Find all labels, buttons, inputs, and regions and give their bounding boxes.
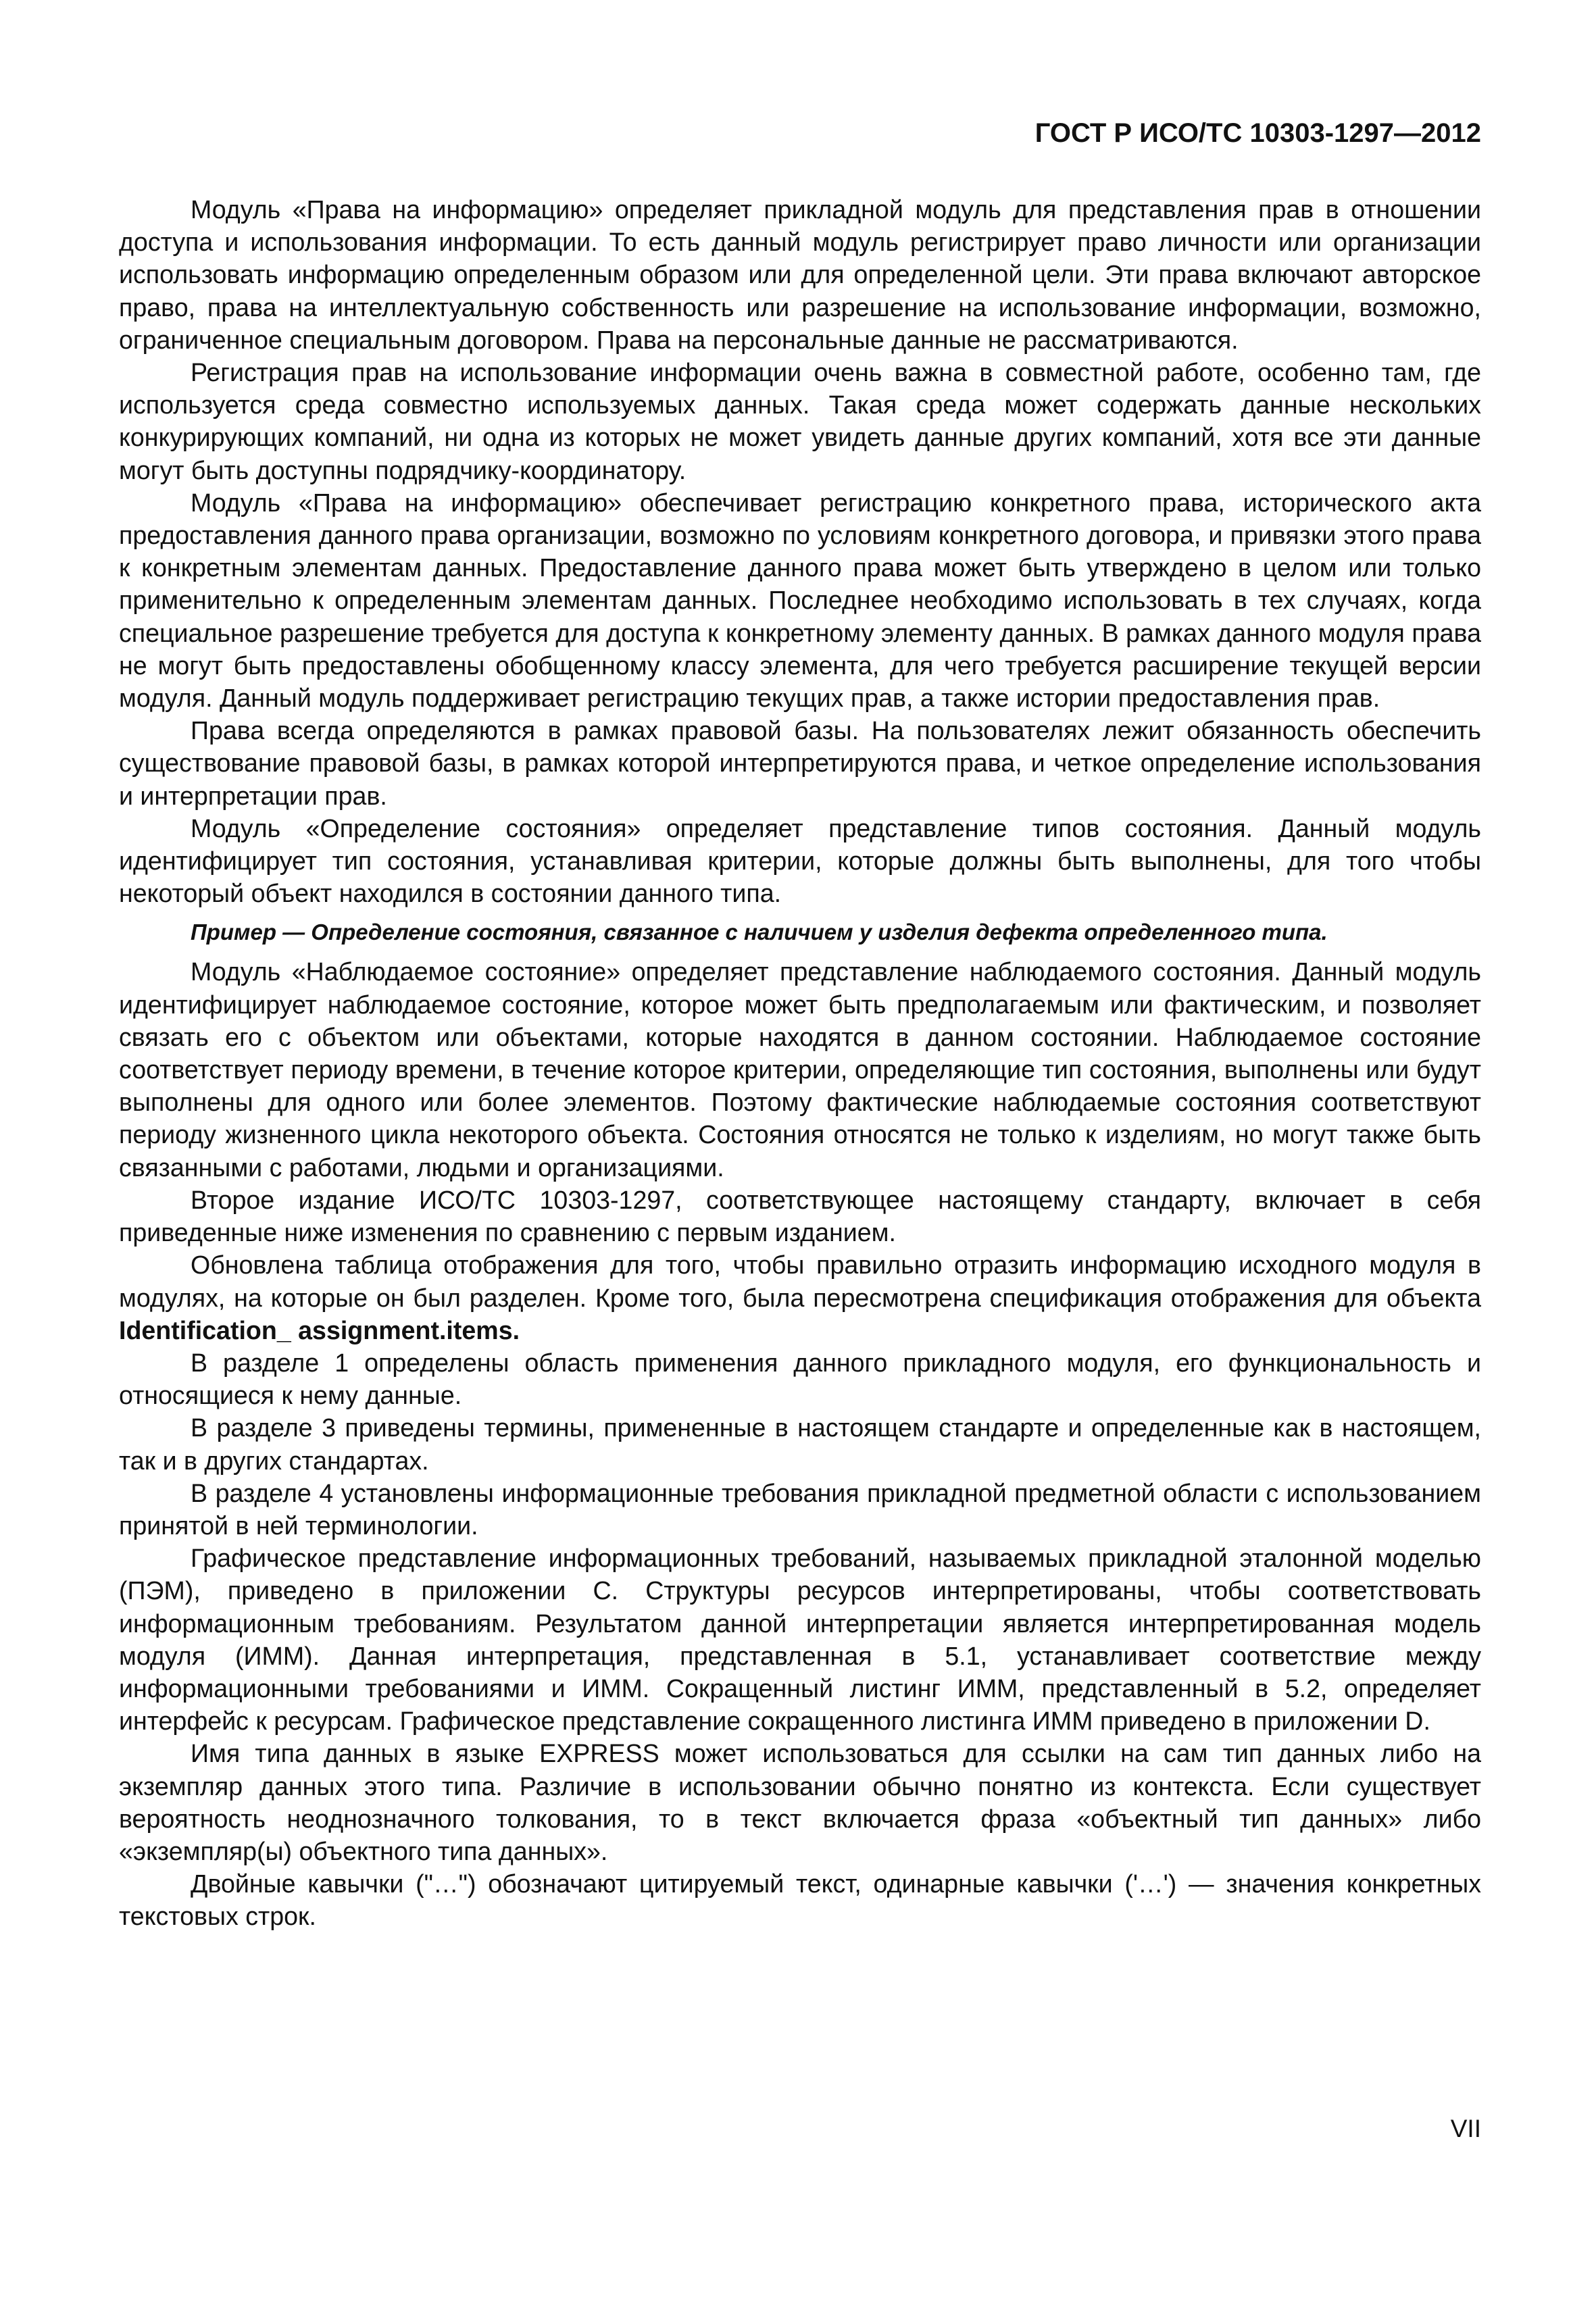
example-note: Пример — Определение состояния, связанное с наличием у изделия дефекта определенного типа.: [191, 920, 1328, 945]
paragraph: В разделе 3 приведены термины, примененные в настоящем стандарте и определенные как в настоящем, так и в других стандартах.: [119, 1413, 1481, 1475]
paragraph: Регистрация прав на использование информации очень важна в совместной работе, особенно там, где используется среда совместно используемых данных. Такая среда может содержать данные нескольких конкурирующих компаний, ни одна из которых не может увидеть данные других компаний, хотя все эти данные могут быть доступны подрядчику-координатору.: [119, 358, 1481, 484]
paragraph: В разделе 4 установлены информационные требования прикладной предметной области с использованием принятой в ней терминологии.: [119, 1478, 1481, 1540]
paragraph-text: Обновлена таблица отображения для того, чтобы правильно отразить информацию исходного модуля в модулях, на которые он был разделен. Кроме того, была пересмотрена спецификация отображения для объекта: [119, 1251, 1481, 1312]
document-header: ГОСТ Р ИСО/ТС 10303-1297—2012: [1034, 118, 1481, 148]
paragraph: Модуль «Права на информацию» обеспечивает регистрацию конкретного права, исторического акта предоставления данного права организации, возможно по условиям конкретного договора, и привязки этого права к конкретным элементам данных. Предоставление данного права может быть утверждено в целом или только применительно к определенным элементам данных. Последнее необходимо использовать в тех случаях, когда специальное разрешение требуется для доступа к конкретному элементу данных. В рамках данного модуля права не могут быть предоставлены обобщенному классу элемента, для чего требуется расширение текущей версии модуля. Данный модуль поддерживает регистрацию текущих прав, а также истории предоставления прав.: [119, 488, 1481, 713]
paragraph: Второе издание ИСО/ТС 10303-1297, соответствующее настоящему стандарту, включает в себя приведенные ниже изменения по сравнению с первым изданием.: [119, 1185, 1481, 1247]
paragraph: Модуль «Права на информацию» определяет прикладной модуль для представления прав в отношении доступа и использования информации. То есть данный модуль регистрирует право личности или организации использовать информацию определенным образом или для определенной цели. Эти права включают авторское право, права на интеллектуальную собственность или разрешение на использование информации, возможно, ограниченное специальным договором. Права на персональные данные не рассматриваются.: [119, 195, 1481, 354]
paragraph: В разделе 1 определены область применения данного прикладного модуля, его функциональность и относящиеся к нему данные.: [119, 1348, 1481, 1410]
entity-name: Identification_ assignment.items.: [119, 1315, 520, 1344]
paragraph: Модуль «Определение состояния» определяет представление типов состояния. Данный модуль идентифицирует тип состояния, устанавливая критерии, которые должны быть выполнены, для того чтобы некоторый объект находился в состоянии данного типа.: [119, 813, 1481, 908]
paragraph: Имя типа данных в языке EXPRESS может использоваться для ссылки на сам тип данных либо на экземпляр данных этого типа. Различие в использовании обычно понятно из контекста. Если существует вероятность неоднозначного толкования, то в текст включается фраза «объектный тип данных» либо «экземпляр(ы) объектного типа данных».: [119, 1739, 1481, 1865]
body-text: [119, 193, 1481, 1933]
page-number: VII: [1450, 2115, 1481, 2142]
paragraph: Графическое представление информационных требований, называемых прикладной эталонной моделью (ПЭМ), приведено в приложении С. Структуры ресурсов интерпретированы, чтобы соответствовать информационным требованиям. Результатом данной интерпретации является интерпретированная модель модуля (ИММ). Данная интерпретация, представленная в 5.1, устанавливает соответствие между информационными требованиями и ИММ. Сокращенный листинг ИММ, представленный в 5.2, определяет интерфейс к ресурсам. Графическое представление сокращенного листинга ИММ приведено в приложении D.: [119, 1544, 1481, 1736]
paragraph-with-bold: [119, 1249, 1481, 1347]
paragraph: Права всегда определяются в рамках правовой базы. На пользователях лежит обязанность обеспечить существование правовой базы, в рамках которой интерпретируются права, и четкое определение использования и интерпретации прав.: [119, 716, 1481, 810]
paragraph: Двойные кавычки ("…") обозначают цитируемый текст, одинарные кавычки ('…') — значения конкретных текстовых строк.: [119, 1869, 1481, 1931]
paragraph: Модуль «Наблюдаемое состояние» определяет представление наблюдаемого состояния. Данный модуль идентифицирует наблюдаемое состояние, которое может быть предполагаемым или фактическим, и позволяет связать его с объектом или объектами, которые находятся в данном состоянии. Наблюдаемое состояние соответствует периоду времени, в течение которое критерии, определяющие тип состояния, выполнены или будут выполнены для одного или более элементов. Поэтому фактические наблюдаемые состояния соответствуют периоду жизненного цикла некоторого объекта. Состояния относятся не только к изделиям, но могут также быть связанными с работами, людьми и организациями.: [119, 957, 1481, 1182]
